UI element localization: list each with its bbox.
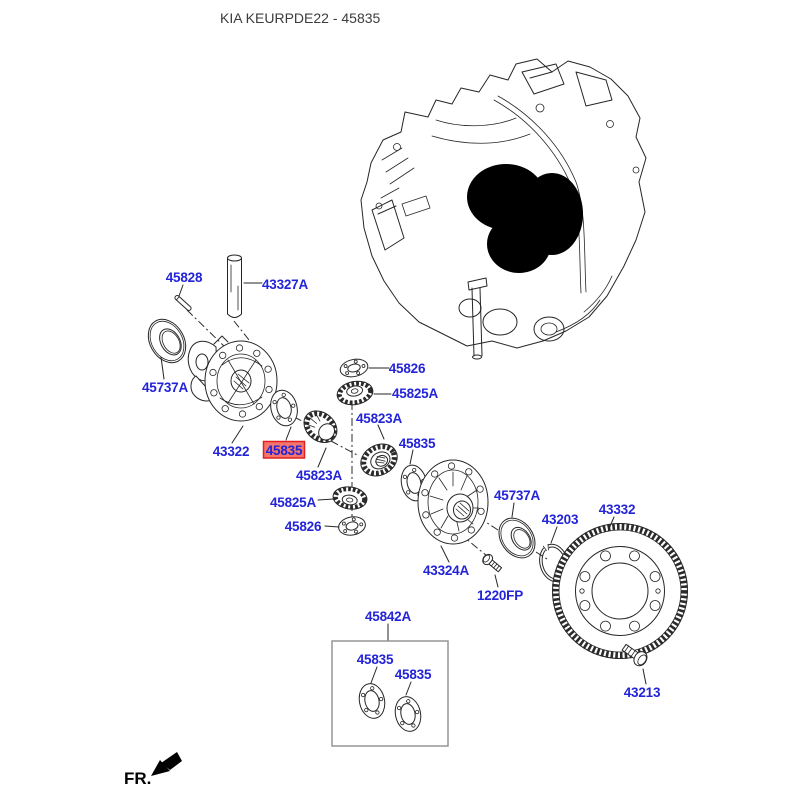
part-drawing-45825A-lower-pinion [332, 485, 369, 512]
part-drawing-43327A-shaft [228, 255, 242, 318]
part-label-45737A-right[interactable]: 45737A [493, 488, 541, 503]
part-drawing-45835-kit-washer-2 [392, 694, 424, 733]
part-drawing-45825A-upper-pinion [335, 379, 374, 408]
part-drawing-43322-case [188, 336, 277, 421]
page-title: KIA KEURPDE22 - 45835 [220, 10, 381, 26]
part-label-43324A[interactable]: 43324A [422, 563, 470, 578]
part-label-45835-mid[interactable]: 45835 [398, 436, 436, 451]
part-drawing-45826-lower-washer [337, 515, 367, 537]
part-label-45835-kit2[interactable]: 45835 [394, 667, 432, 682]
part-label-1220FP[interactable]: 1220FP [476, 588, 524, 603]
transmission-illustration [361, 59, 646, 359]
part-label-45825A-lower[interactable]: 45825A [269, 495, 317, 510]
part-label-43332[interactable]: 43332 [598, 502, 636, 517]
fr-arrow-icon [151, 752, 182, 776]
differential-location-blob [467, 164, 583, 273]
part-label-45835-highlighted[interactable]: 45835 [265, 443, 303, 458]
fr-label: FR. [124, 769, 152, 788]
part-drawing-45835-kit-washer-1 [356, 681, 388, 720]
part-label-45823A-upper[interactable]: 45823A [355, 411, 403, 426]
part-label-45825A-upper[interactable]: 45825A [391, 386, 439, 401]
part-drawing-43324A-cover [418, 460, 488, 544]
part-label-43203[interactable]: 43203 [541, 512, 579, 527]
part-label-43327A[interactable]: 43327A [261, 277, 309, 292]
part-drawing-45828-pin [174, 295, 192, 312]
part-drawing-45826-upper-washer [339, 357, 370, 379]
part-label-43322[interactable]: 43322 [212, 444, 250, 459]
part-drawing-1220FP-bolt [481, 552, 504, 574]
part-drawing-45737A-left-seal [141, 313, 193, 370]
front-direction-indicator [124, 752, 182, 788]
part-drawing-43332-ring-gear [553, 524, 688, 659]
part-drawing-45737A-right-bearing [492, 511, 543, 565]
part-label-45842A[interactable]: 45842A [364, 609, 412, 624]
part-label-45823A-lower[interactable]: 45823A [295, 468, 343, 483]
part-label-45737A-left[interactable]: 45737A [141, 380, 189, 395]
part-label-43213[interactable]: 43213 [623, 685, 661, 700]
part-drawing-45823A-right-side-gear [355, 438, 403, 482]
part-label-45828[interactable]: 45828 [165, 270, 203, 285]
part-label-45826-upper[interactable]: 45826 [388, 361, 426, 376]
part-label-45826-lower[interactable]: 45826 [284, 519, 322, 534]
part-label-45835-kit1[interactable]: 45835 [356, 652, 394, 667]
